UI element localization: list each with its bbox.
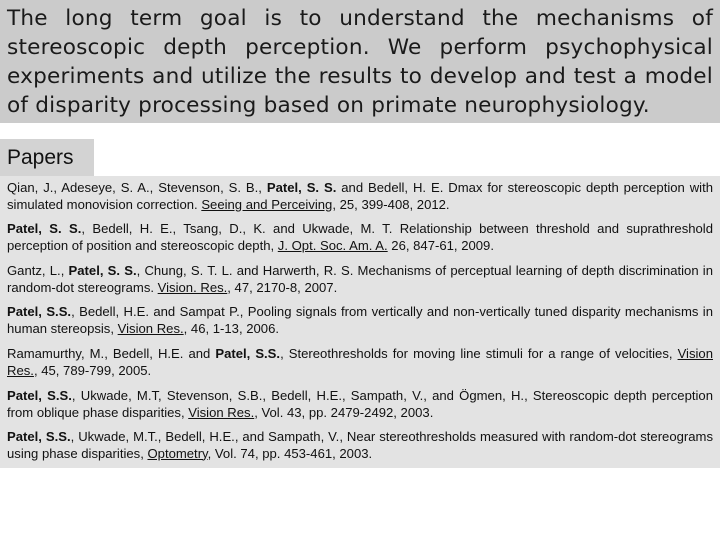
author-highlight: Patel, S.S. — [7, 304, 72, 319]
intro-paragraph: The long term goal is to understand the mechanisms of stereoscopic depth perception. We perform psychophysical experiments and utilize the results to develop and test a model of disparity processing based on primate neurophysiology. — [0, 0, 720, 123]
paper-item: Patel, S.S., Bedell, H.E. and Sampat P., Pooling signals from vertically and non-vertically tuned disparity mechanisms in human stereopsis, Vision Res., 46, 1-13, 2006. — [7, 304, 713, 336]
author-highlight: Patel, S.S. — [215, 346, 281, 361]
author-highlight: Patel, S. S. — [266, 180, 337, 195]
paper-item: Patel, S. S., Bedell, H. E., Tsang, D., K. and Ukwade, M. T. Relationship between threshold and suprathreshold perception of position and stereoscopic depth, J. Opt. Soc. Am. A. 26, 847-61, 2009. — [7, 221, 713, 253]
paper-item: Qian, J., Adeseye, S. A., Stevenson, S. B., Patel, S. S. and Bedell, H. E. Dmax for stereoscopic depth perception with simulated monovision correction. Seeing and Perceiving, 25, 399-408, 2012. — [7, 180, 714, 212]
paper-item: Ramamurthy, M., Bedell, H.E. and Patel, S.S., Stereothresholds for moving line stimuli for a range of velocities, Vision Res., 45, 789-799, 2005. — [7, 346, 713, 378]
author-highlight: Patel, S.S. — [7, 388, 72, 403]
journal-link[interactable]: Vision Res. — [7, 346, 713, 378]
author-highlight: Patel, S. S. — [7, 221, 82, 236]
journal-link[interactable]: Optometry — [147, 445, 208, 461]
journal-link[interactable]: J. Opt. Soc. Am. A. — [277, 237, 388, 253]
papers-heading: Papers — [0, 139, 94, 176]
author-highlight: Patel, S. S. — [68, 263, 137, 278]
paper-item: Patel, S.S., Ukwade, M.T., Bedell, H.E., and Sampath, V., Near stereothresholds measured with random-dot stereograms using phase disparities, Optometry, Vol. 74, pp. 453-461, 2003. — [7, 429, 713, 461]
paper-item: Gantz, L., Patel, S. S., Chung, S. T. L. and Harwerth, R. S. Mechanisms of perceptual learning of depth discrimination in random-dot stereograms. Vision. Res., 47, 2170-8, 2007. — [7, 263, 714, 295]
paper-item: Patel, S.S., Ukwade, M.T, Stevenson, S.B., Bedell, H.E., Sampath, V., and Ögmen, H., Stereoscopic depth perception from oblique phase disparities, Vision Res., Vol. 43, pp. 2479-2492, 2003. — [7, 388, 713, 420]
journal-link[interactable]: Seeing and Perceiving — [201, 196, 333, 212]
journal-link[interactable]: Vision Res. — [117, 320, 184, 336]
journal-link[interactable]: Vision Res. — [188, 404, 255, 420]
author-highlight: Patel, S.S. — [7, 429, 71, 444]
journal-link[interactable]: Vision. Res. — [157, 279, 228, 295]
papers-list — [0, 176, 720, 468]
